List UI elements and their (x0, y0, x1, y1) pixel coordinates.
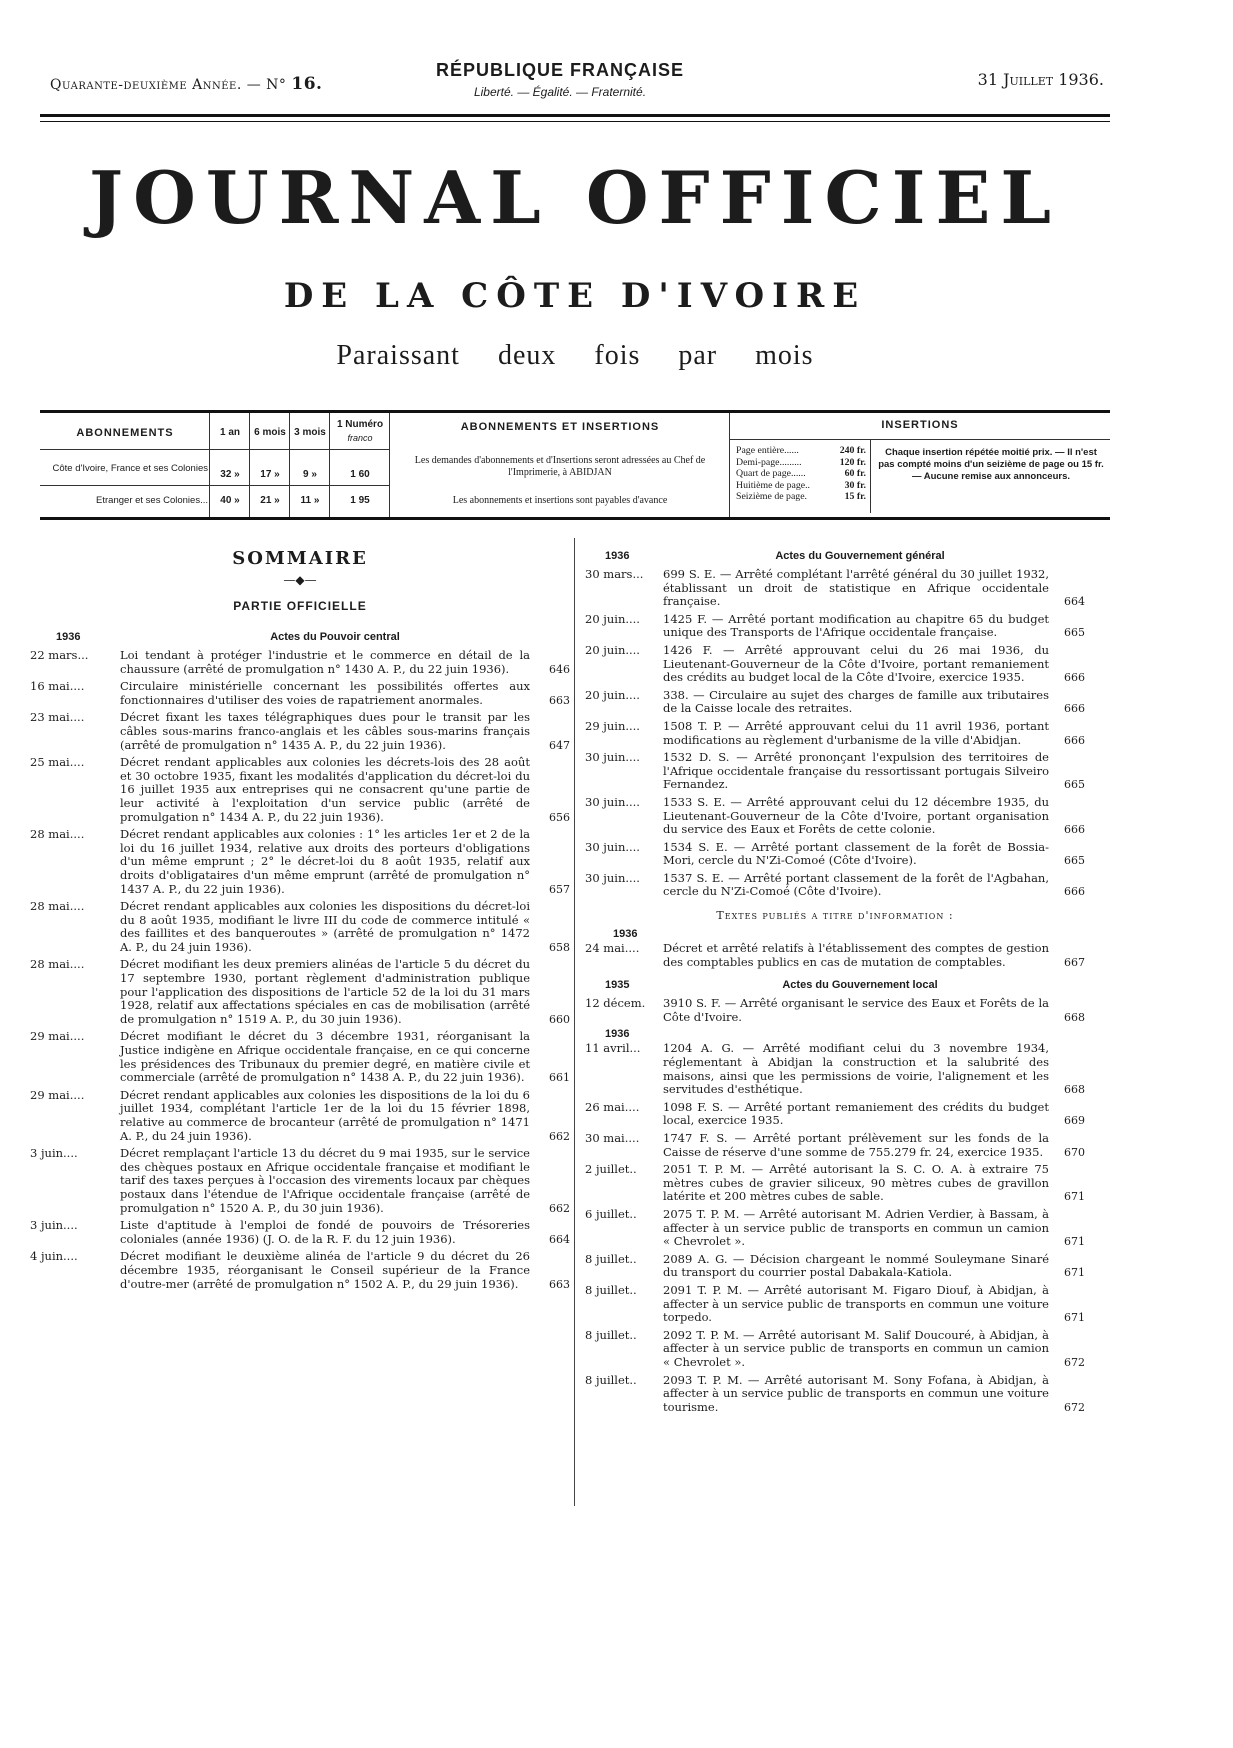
entry-text: 338. — Circulaire au sujet des charges de famille aux tributaires de la Caisse locale des retraites. (663, 687, 1049, 716)
entry-text: 1204 A. G. — Arrêté modifiant celui du 3 novembre 1934, réglementant à Abidjan la construction et la salubrité des maisons, ainsi que les permissions de voirie, l'alignement et les servitudes d'esthétique. (663, 1041, 1049, 1097)
entry-page: 672 (1064, 1400, 1085, 1414)
sommaire-entry (30, 1250, 570, 1291)
sommaire-entry (585, 1253, 1085, 1280)
section-title: Actes du Gouvernement général (775, 550, 945, 562)
sommaire-entry (585, 1101, 1085, 1128)
sommaire-entry (30, 900, 570, 954)
entry-date: 28 mai.... (30, 900, 85, 914)
entry-page: 646 (549, 662, 570, 676)
sommaire-entry (30, 680, 570, 707)
republic-motto: Liberté. — Égalité. — Fraternité. (473, 85, 647, 99)
sommaire-entry (585, 1132, 1085, 1159)
sommaire-entry (30, 711, 570, 752)
subs-header-abonnements: ABONNEMENTS (76, 427, 174, 439)
abins-header: ABONNEMENTS ET INSERTIONS (460, 421, 660, 433)
entry-text: 2051 T. P. M. — Arrêté autorisant la S. C. O. A. à extraire 75 mètres cubes de gravier siliceux, 90 mètres cubes de gravillon latérite et 200 mètres cubes de sable. (663, 1162, 1049, 1204)
entry-text: 1425 F. — Arrêté portant modification au chapitre 65 du budget unique des Transports de l'Afrique occidentale française. (663, 611, 1049, 640)
left-entries-list (30, 649, 570, 1291)
sommaire-entry (585, 1208, 1085, 1249)
sommaire-entry (30, 1030, 570, 1084)
entry-date: 8 juillet.. (585, 1328, 637, 1342)
entry-page: 666 (1064, 671, 1085, 685)
entry-text: 1098 F. S. — Arrêté portant remaniement des crédits du budget local, exercice 1935. (663, 1099, 1049, 1128)
rate-row (736, 491, 866, 503)
entry-page: 665 (1064, 626, 1085, 640)
entry-text: Décret rendant applicables aux colonies les dispositions de la loi du 6 juillet 1934, complétant l'article 1er de la loi du 15 février 1898, relative au commerce de brocanteur (arrêté de promulgation n° 1471 A. P., du 24 juin 1936). (120, 1087, 530, 1143)
republic-block (410, 60, 710, 99)
entry-date: 16 mai.... (30, 680, 85, 694)
entry-date: 6 juillet.. (585, 1207, 637, 1221)
sommaire-ornament: —◆— (283, 573, 317, 587)
rate-label: Huitième de page.. (736, 479, 810, 491)
entry-page: 666 (1064, 885, 1085, 899)
entry-date: 12 décem. (585, 997, 646, 1011)
rate-price: 30 fr. (844, 479, 866, 491)
sommaire-entry (30, 1219, 570, 1246)
entry-page: 664 (1064, 595, 1085, 609)
entry-text: Décret remplaçant l'article 13 du décret du 9 mai 1935, sur le service des chèques postaux en Afrique occidentale française et modifiant le tarif des taxes perçues à l'occasion des virements locaux par chèques postaux dans l'étendue de l'Afrique occidentale française (arrêté de promulgation n° 1520 A. P., du 30 juin 1936). (120, 1146, 530, 1215)
entry-date: 25 mai.... (30, 756, 85, 770)
entry-text: Décret rendant applicables aux colonies les décrets-lois des 28 août et 30 octobre 1935, fixant les modalités d'application du décret-loi du 16 juillet 1935 aux entreprises qui ne consacrent qu'une partie de leur activité à l'exploitation d'un service public (arrêté de promulgation n° 1434 A. P., du 22 juin 1936). (120, 755, 530, 824)
entry-text: 1534 S. E. — Arrêté portant classement de la forêt de Bossia-Mori, cercle du N'Zi-Comoé (Côte d'Ivoire). (663, 839, 1049, 868)
entry-date: 2 juillet.. (585, 1163, 637, 1177)
rate-label: Seizième de page. (736, 491, 807, 503)
entry-date: 30 juin.... (585, 840, 640, 854)
sommaire-entry (585, 1042, 1085, 1096)
entry-date: 29 mai.... (30, 1088, 85, 1102)
entry-date: 30 mai.... (585, 1132, 640, 1145)
entry-page: 671 (1064, 1266, 1085, 1280)
section-heading-gouvernement-local (585, 979, 1085, 991)
entry-date: 29 juin.... (585, 719, 640, 733)
entry-page: 668 (1064, 1010, 1085, 1024)
entry-page: 663 (549, 693, 570, 707)
sommaire-entry (585, 942, 1085, 969)
issue-number: 16. (291, 74, 323, 94)
entry-date: 28 mai.... (30, 828, 85, 842)
sommaire-entry (585, 689, 1085, 716)
section-title: Actes du Gouvernement local (782, 979, 938, 992)
sommaire-right-column (585, 540, 1085, 1418)
sommaire-entry (585, 796, 1085, 837)
header-rule-top-thin (40, 121, 1110, 122)
subs-header-rule (40, 449, 390, 450)
sommaire-entry (585, 1374, 1085, 1415)
entry-text: Décret rendant applicables aux colonies les dispositions du décret-loi du 8 août 1935, modifiant le livre III du code de commerce intitulé « des faillites et des banqueroutes » (arrêté de promulgation n° 1472 A. P., du 24 juin 1936). (120, 899, 530, 954)
rate-row (736, 445, 866, 457)
entry-text: Circulaire ministérielle concernant les possibilités offertes aux fonctionnaires d'utiliser des voies de rapatriement anormales. (120, 679, 530, 707)
entry-date: 8 juillet.. (585, 1283, 637, 1297)
subs-row2-label: Etranger et ses Colonies... (96, 495, 208, 506)
right-entries-list (585, 568, 1085, 899)
sommaire-entry (30, 828, 570, 896)
sommaire-entry (585, 1284, 1085, 1325)
entry-text: 1747 F. S. — Arrêté portant prélèvement sur les fonds de la Caisse de réserve d'une somme de 755.279 fr. 24, exercice 1935. (663, 1131, 1049, 1159)
entry-date: 29 mai.... (30, 1030, 85, 1044)
entry-text: 1508 T. P. — Arrêté approuvant celui du 11 avril 1936, portant modifications au règlement d'urbanisme de la ville d'Abidjan. (663, 718, 1049, 747)
sommaire-entry (585, 751, 1085, 792)
entry-page: 660 (549, 1012, 570, 1026)
entry-page: 666 (1064, 702, 1085, 716)
entry-page: 668 (1064, 1083, 1085, 1097)
rate-label: Quart de page...... (736, 468, 806, 480)
section-heading-gouvernement-general (585, 550, 1085, 562)
subs-header-3mois: 3 mois (294, 427, 326, 438)
entry-text: Liste d'aptitude à l'emploi de fondé de pouvoirs de Trésoreries coloniales (année 1936) (J. O. de la R. F. du 12 juin 1936). (120, 1218, 530, 1246)
entry-date: 20 juin.... (585, 643, 640, 657)
entry-page: 672 (1064, 1355, 1085, 1369)
rate-row (736, 480, 866, 492)
entry-text: 2091 T. P. M. — Arrêté autorisant M. Figaro Diouf, à Abidjan, à affecter à un service public de transports en commun une voiture torpedo. (663, 1282, 1049, 1325)
entry-text: 1532 D. S. — Arrêté prononçant l'expulsion des territoires de l'Afrique occidentale française du ressortissant portugais Silveiro Fernandez. (663, 750, 1049, 792)
entry-text: 2092 T. P. M. — Arrêté autorisant M. Salif Doucouré, à Abidjan, à affecter à un service public de transports en commun un camion « Chevrolet ». (663, 1327, 1049, 1369)
info-texts-heading: Textes publiés a titre d'information : (716, 909, 954, 923)
entry-page: 666 (1064, 823, 1085, 837)
sommaire-title: SOMMAIRE (232, 548, 368, 569)
entry-page: 662 (549, 1201, 570, 1215)
subs-row1-3mois: 9 » (303, 469, 317, 480)
sommaire-entry (30, 649, 570, 676)
subs-row-rule (40, 485, 390, 486)
masthead-title: JOURNAL OFFICIEL (89, 155, 1061, 240)
sommaire-entry (30, 1147, 570, 1215)
entry-date: 3 juin.... (30, 1219, 78, 1233)
entry-text: 699 S. E. — Arrêté complétant l'arrêté général du 30 juillet 1932, établissant un droit de statistique en Afrique occidentale française. (663, 567, 1049, 609)
abins-text-1: Les demandes d'abonnements et d'Insertions seront adressées au Chef de l'Imprimerie, à ABIDJAN (414, 455, 706, 478)
entry-page: 656 (549, 810, 570, 824)
local-year-1936: 1936 (605, 1028, 630, 1041)
entry-text: 1537 S. E. — Arrêté portant classement de la forêt de l'Agbahan, cercle du N'Zi-Comoé (Côte d'Ivoire). (663, 870, 1049, 899)
header-rule-top (40, 114, 1110, 117)
abins-text-2: Les abonnements et insertions sont payables d'avance (452, 495, 668, 506)
entry-page: 670 (1064, 1145, 1085, 1159)
rate-price: 60 fr. (844, 468, 866, 480)
issue-prefix: Quarante-deuxième Année. — N° (50, 77, 287, 93)
subscription-table (40, 410, 1110, 520)
section-year: 1936 (605, 550, 630, 562)
entry-page: 647 (549, 738, 570, 752)
entry-text: Loi tendant à protéger l'industrie et le commerce en détail de la chaussure (arrêté de promulgation n° 1430 A. P., du 22 juin 1936). (120, 648, 530, 676)
subs-row2-6mois: 21 » (260, 495, 280, 506)
sommaire-entry (585, 997, 1085, 1024)
entry-date: 20 juin.... (585, 612, 640, 626)
entry-text: 1533 S. E. — Arrêté approuvant celui du 12 décembre 1935, du Lieutenant-Gouverneur de la Côte d'Ivoire, portant organisation du service des Eaux et Forêts de cette colonie. (663, 794, 1049, 837)
subs-row1-numero: 1 60 (350, 469, 370, 480)
entry-text: 3910 S. F. — Arrêté organisant le service des Eaux et Forêts de la Côte d'Ivoire. (663, 996, 1049, 1024)
ins-divider (870, 439, 871, 513)
entry-date: 28 mai.... (30, 958, 85, 972)
entry-page: 665 (1064, 854, 1085, 868)
sommaire-entry (30, 1089, 570, 1143)
entry-page: 657 (549, 882, 570, 896)
entry-date: 8 juillet.. (585, 1252, 637, 1266)
entry-date: 30 mars... (585, 568, 644, 581)
entry-text: 2093 T. P. M. — Arrêté autorisant M. Sony Fofana, à Abidjan, à affecter à un service public de transports en commun une voiture tourisme. (663, 1372, 1049, 1414)
rate-price: 120 fr. (839, 456, 866, 468)
rate-row (736, 457, 866, 469)
entry-page: 669 (1064, 1114, 1085, 1128)
republic-name: RÉPUBLIQUE FRANÇAISE (435, 60, 684, 80)
entry-text: 2075 T. P. M. — Arrêté autorisant M. Adrien Verdier, à Bassam, à affecter à un service public de transports en commun un camion « Chevrolet ». (663, 1206, 1049, 1249)
insertion-rates (736, 445, 866, 503)
rate-label: Demi-page......... (736, 456, 802, 468)
entry-date: 4 juin.... (30, 1250, 78, 1264)
section-title: Actes du Pouvoir central (270, 631, 400, 643)
entry-date: 8 juillet.. (585, 1373, 637, 1387)
column-divider (574, 538, 575, 1506)
rate-label: Page entière...... (736, 445, 799, 456)
subs-row1-6mois: 17 » (260, 469, 280, 480)
sommaire-entry (585, 872, 1085, 899)
entry-text: 2089 A. G. — Décision chargeant le nommé Souleymane Sinaré du transport du courrier postal Dabakala-Katiola. (663, 1251, 1049, 1280)
sommaire-entry (30, 756, 570, 824)
sommaire-entry (585, 1329, 1085, 1370)
subs-header-numero: 1 Numéro (336, 419, 384, 430)
entry-page: 661 (549, 1071, 570, 1085)
entry-page: 671 (1064, 1311, 1085, 1325)
insertion-note: Chaque insertion répétée moitié prix. — Il n'est pas compté moins d'un seizième de page ou 15 fr. — Aucune remise aux annonceurs. (878, 447, 1104, 482)
sommaire-left-column (30, 540, 570, 1295)
entry-date: 20 juin.... (585, 688, 640, 702)
local-entries-1935-list (585, 997, 1085, 1024)
section-heading-pouvoir-central (30, 631, 570, 643)
rate-row (736, 468, 866, 480)
subs-header-franco: franco (347, 433, 373, 443)
top-line (40, 60, 1110, 100)
entry-page: 667 (1064, 955, 1085, 969)
subs-row2-numero: 1 95 (350, 495, 370, 506)
entry-page: 666 (1064, 733, 1085, 747)
partie-officielle-heading: PARTIE OFFICIELLE (233, 599, 367, 613)
subs-row2-1an: 40 » (220, 495, 240, 506)
masthead-subtitle: DE LA CÔTE D'IVOIRE (283, 276, 867, 316)
subs-header-1an: 1 an (219, 427, 240, 438)
entry-page: 671 (1064, 1235, 1085, 1249)
sommaire-entry (585, 613, 1085, 640)
entry-page: 658 (549, 940, 570, 954)
entry-page: 663 (549, 1277, 570, 1291)
sommaire-entry (30, 958, 570, 1026)
entry-page: 662 (549, 1129, 570, 1143)
entry-page: 671 (1064, 1190, 1085, 1204)
entry-date: 11 avril... (585, 1042, 641, 1056)
entry-date: 30 juin.... (585, 871, 640, 885)
issue-date: 31 Juillet 1936. (977, 70, 1104, 89)
rate-price: 15 fr. (844, 491, 866, 503)
sommaire-entry (585, 841, 1085, 868)
entry-text: Décret modifiant le deuxième alinéa de l'article 9 du décret du 26 décembre 1935, réorganisant le Conseil supérieur de la France d'outre-mer (arrêté de promulgation n° 1502 A. P., du 29 juin 1936). (120, 1249, 530, 1291)
subs-row1-label: Côte d'Ivoire, France et ses Colonies (52, 463, 208, 474)
issue-info (50, 74, 322, 94)
subs-header-6mois: 6 mois (254, 427, 286, 438)
section-year: 1936 (56, 631, 81, 643)
entry-text: Décret et arrêté relatifs à l'établissement des comptes de gestion des comptables publics en cas de mutation de comptables. (663, 941, 1049, 969)
subs-row2-3mois: 11 » (300, 495, 320, 506)
subs-row1-1an: 32 » (220, 469, 240, 480)
entry-date: 22 mars... (30, 649, 89, 662)
info-entries-list (585, 942, 1085, 969)
sommaire-entry (585, 568, 1085, 609)
entry-date: 3 juin.... (30, 1147, 78, 1161)
entry-text: Décret modifiant le décret du 3 décembre 1931, réorganisant la Justice indigène en Afrique occidentale française, en ce qui concerne les présidences des Tribunaux du premier degré, en matière civile et commerciale (arrêté de promulgation n° 1438 A. P., du 22 juin 1936). (120, 1029, 530, 1085)
entry-date: 24 mai.... (585, 942, 640, 956)
ins-header-rule (730, 439, 1110, 440)
section-year: 1935 (605, 979, 630, 992)
entry-page: 665 (1064, 778, 1085, 792)
entry-date: 23 mai.... (30, 711, 85, 725)
entry-text: Décret rendant applicables aux colonies : 1° les articles 1er et 2 de la loi du 16 juillet 1934, relative aux droits des porteurs d'obligations d'un même emprunt ; 2° le décret-loi du 8 août 1935, relatif aux droits d'obligataires d'un même emprunt (arrêté de promulgation n° 1437 A. P., du 22 juin 1936). (120, 827, 530, 896)
entry-date: 26 mai.... (585, 1100, 640, 1114)
insertions-header: INSERTIONS (881, 419, 959, 431)
entry-date: 30 juin.... (585, 751, 640, 765)
entry-text: Décret fixant les taxes télégraphiques dues pour le transit par les câbles sous-marins franco-anglais et les câbles sous-marins français (arrêté de promulgation n° 1435 A. P., du 22 juin 1936). (120, 710, 530, 752)
entry-date: 30 juin.... (585, 795, 640, 809)
masthead-frequency: Paraissant deux fois par mois (336, 340, 814, 371)
sommaire-entry (585, 1163, 1085, 1204)
entry-text: Décret modifiant les deux premiers alinéas de l'article 5 du décret du 17 septembre 1930, portant règlement d'administration publique pour l'application des dispositions de l'article 52 de la loi du 31 mars 1928, relatif aux affectations spéciales en cas de mobilisation (arrêté de promulgation n° 1519 A. P., du 30 juin 1936). (120, 957, 530, 1026)
entry-text: 1426 F. — Arrêté approuvant celui du 26 mai 1936, du Lieutenant-Gouverneur de la Côte d'Ivoire, portant remaniement des crédits au budget local de la Côte d'Ivoire, exercice 1935. (663, 642, 1049, 685)
sommaire-entry (585, 644, 1085, 685)
info-year: 1936 (613, 928, 638, 941)
entry-page: 664 (549, 1232, 570, 1246)
rate-price: 240 fr. (839, 445, 866, 456)
local-entries-1936-list (585, 1042, 1085, 1414)
sommaire-entry (585, 720, 1085, 747)
